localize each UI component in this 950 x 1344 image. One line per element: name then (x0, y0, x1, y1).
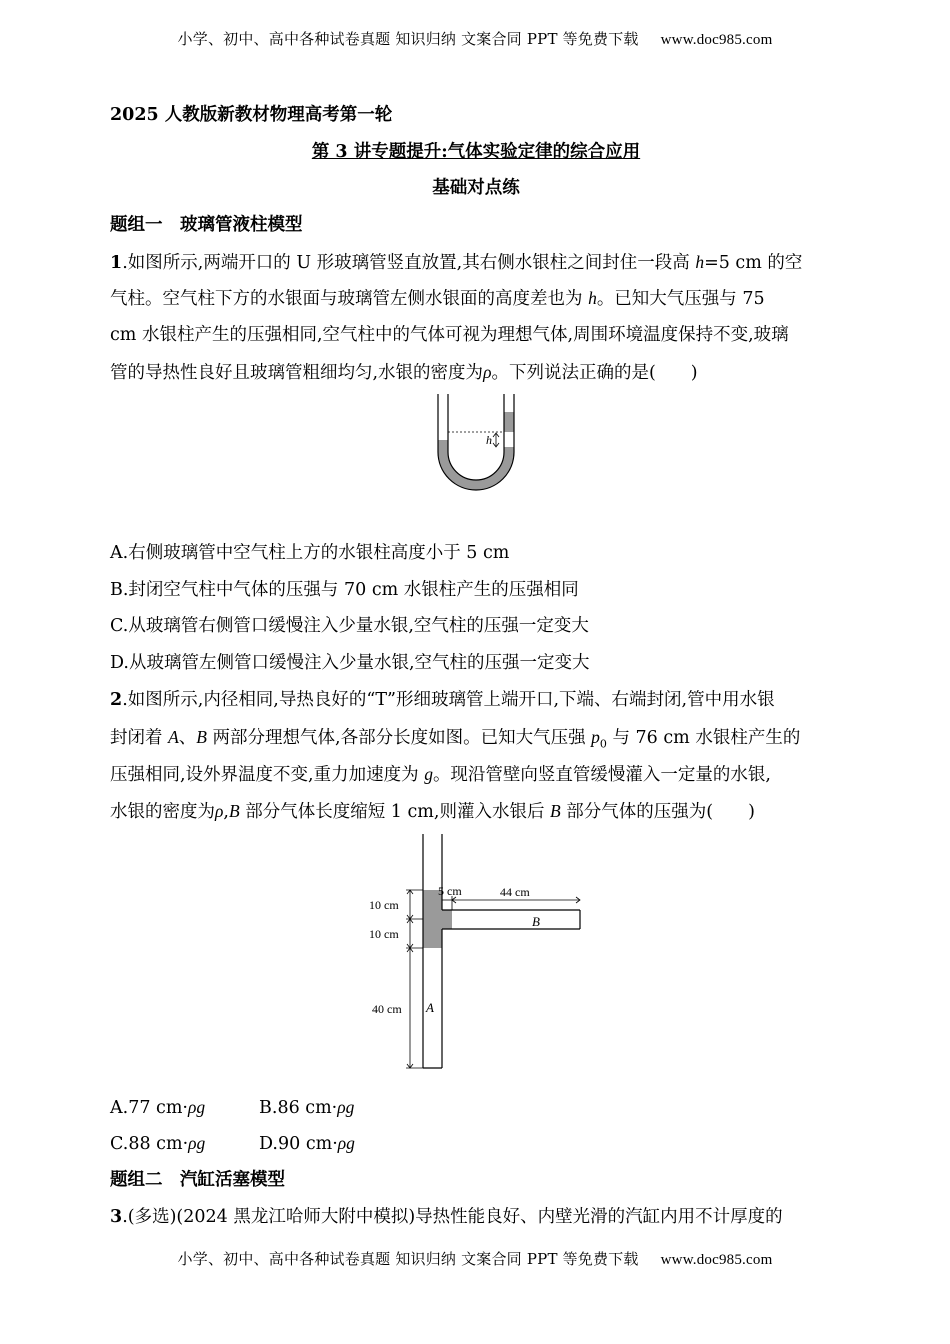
dim-10cm-mid: 10 cm (369, 927, 399, 941)
q2-line3: 压强相同,设外界温度不变,重力加速度为 g。现沿管壁向竖直管缓慢灌入一定量的水银, (110, 764, 771, 785)
q1-number: 1 (110, 253, 123, 273)
q2-number: 2 (110, 690, 123, 710)
u-tube-figure (420, 392, 530, 502)
t-tube-figure (360, 832, 590, 1072)
section-title: 基础对点练 (432, 178, 520, 198)
q1-option-a[interactable]: A.右侧玻璃管中空气柱上方的水银柱高度小于 5 cm (110, 543, 510, 563)
group2-title: 题组二 汽缸活塞模型 (110, 1170, 285, 1190)
q2-line1: 2.如图所示,内径相同,导热良好的“T”形细玻璃管上端开口,下端、右端封闭,管中用水银 (110, 690, 775, 710)
q1-option-b[interactable]: B.封闭空气柱中气体的压强与 70 cm 水银柱产生的压强相同 (110, 580, 579, 600)
q2-line2: 封闭着 A、B 两部分理想气体,各部分长度如图。已知大气压强 $p_0$ 与 76 cm 水银柱产生的 (110, 727, 801, 751)
page-footer (0, 1248, 950, 1269)
dim-40cm: 40 cm (372, 1002, 402, 1016)
q1-line1: 1.如图所示,两端开口的 U 形玻璃管竖直放置,其右侧水银柱之间封住一段高 h=5 cm 的空 (110, 252, 803, 273)
footer-url[interactable]: www.doc985.com (660, 1252, 773, 1268)
q3-line1: 3.(多选)(2024 黑龙江哈师大附中模拟)导热性能良好、内壁光滑的汽缸内用不计厚度的 (110, 1207, 783, 1227)
label-a: A (426, 1000, 434, 1015)
q2-line4: 水银的密度为ρ,B 部分气体长度缩短 1 cm,则灌入水银后 B 部分气体的压强为( ) (110, 801, 755, 822)
q1-option-d[interactable]: D.从玻璃管左侧管口缓慢注入少量水银,空气柱的压强一定变大 (110, 653, 590, 673)
q2-option-c[interactable]: C.88 cm·ρg (110, 1133, 206, 1154)
page-header (0, 28, 950, 49)
lecture-title: 第 3 讲专题提升:气体实验定律的综合应用 (311, 142, 641, 162)
q3-number: 3 (110, 1207, 123, 1227)
q2-option-b[interactable]: B.86 cm·ρg (259, 1097, 355, 1118)
q2-option-d[interactable]: D.90 cm·ρg (259, 1133, 355, 1154)
header-url[interactable]: www.doc985.com (660, 32, 773, 48)
h-label: h (486, 433, 492, 447)
label-b: B (532, 914, 540, 929)
dim-10cm-top: 10 cm (369, 898, 399, 912)
u-tube-mercury (438, 440, 514, 490)
q1-option-c[interactable]: C.从玻璃管右侧管口缓慢注入少量水银,空气柱的压强一定变大 (110, 616, 589, 636)
q2-option-a[interactable]: A.77 cm·ρg (110, 1097, 206, 1118)
dim-5cm: 5 cm (438, 884, 462, 898)
q1-line2: 气柱。空气柱下方的水银面与玻璃管左侧水银面的高度差也为 h。已知大气压强与 75 (110, 288, 765, 309)
u-tube-mercury-top (504, 412, 514, 432)
series-title: 2025 人教版新教材物理高考第一轮 (110, 105, 393, 125)
dim-44cm: 44 cm (500, 885, 530, 899)
group1-title: 题组一 玻璃管液柱模型 (110, 215, 303, 235)
t-tube-mercury (423, 890, 452, 948)
footer-text: 小学、初中、高中各种试卷真题 知识归纳 文案合同 PPT 等免费下载 (177, 1250, 639, 1268)
header-text: 小学、初中、高中各种试卷真题 知识归纳 文案合同 PPT 等免费下载 (177, 30, 639, 48)
q1-line3: cm 水银柱产生的压强相同,空气柱中的气体可视为理想气体,周围环境温度保持不变,玻璃 (110, 325, 789, 345)
q1-line4: 管的导热性良好且玻璃管粗细均匀,水银的密度为ρ。下列说法正确的是( ) (110, 362, 698, 383)
